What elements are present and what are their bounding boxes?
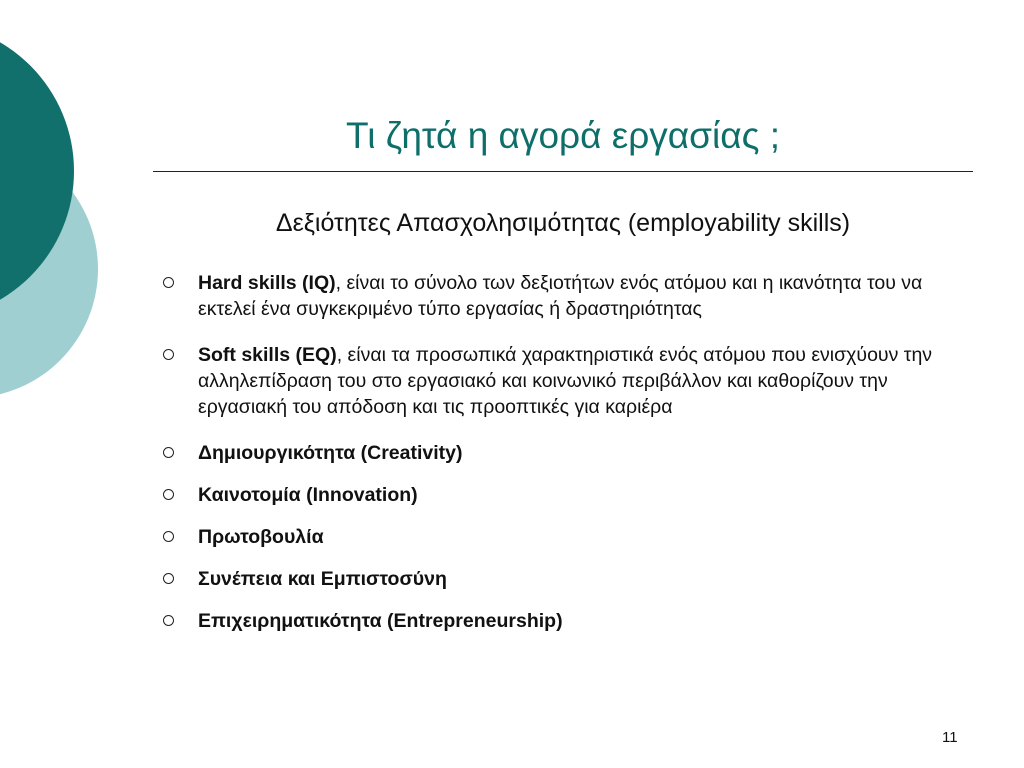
- bullet-text: , είναι το σύνολο των δεξιοτήτων ενός ατόμου και η ικανότητα του να εκτελεί ένα συγκεκριμένο τύπο εργασίας ή δραστηριότητας: [198, 272, 923, 320]
- bullet-item-creativity: [160, 440, 970, 466]
- bullet-list: [160, 270, 970, 650]
- bullet-item-consistency-trust: [160, 566, 970, 592]
- bullet-item-initiative: [160, 524, 970, 550]
- bullet-circle-icon: [163, 489, 174, 500]
- bullet-circle-icon: [163, 447, 174, 458]
- bullet-circle-icon: [163, 349, 174, 360]
- slide-subtitle: Δεξιότητες Απασχολησιμότητας (employability skills): [275, 209, 851, 237]
- bullet-heading: Επιχειρηματικότητα (Entrepreneurship): [198, 610, 563, 632]
- bullet-circle-icon: [163, 573, 174, 584]
- bullet-heading: Hard skills (IQ): [198, 272, 336, 294]
- bullet-item-soft-skills: [160, 342, 970, 420]
- bullet-heading: Καινοτομία (Innovation): [198, 484, 418, 506]
- bullet-item-entrepreneurship: [160, 608, 970, 634]
- bullet-circle-icon: [163, 615, 174, 626]
- bullet-item-hard-skills: [160, 270, 970, 322]
- bullet-text: , είναι τα προσωπικά χαρακτηριστικά ενός ατόμου που ενισχύουν την αλληλεπίδραση του στο εργασιακό και κοινωνικό περιβάλλον και καθορίζουν την εργασιακή του απόδοση και τις προοπτικές για καριέρα: [198, 344, 933, 418]
- bullet-heading: Πρωτοβουλία: [198, 526, 324, 548]
- title-divider: [153, 171, 973, 172]
- bullet-heading: Συνέπεια και Εμπιστοσύνη: [198, 568, 447, 590]
- bullet-circle-icon: [163, 277, 174, 288]
- bullet-item-innovation: [160, 482, 970, 508]
- bullet-circle-icon: [163, 531, 174, 542]
- page-number: 11: [942, 729, 958, 746]
- bullet-heading: Soft skills (EQ): [198, 344, 337, 366]
- bullet-heading: Δημιουργικότητα (Creativity): [198, 442, 463, 464]
- slide-title: Τι ζητά η αγορά εργασίας ;: [345, 115, 781, 156]
